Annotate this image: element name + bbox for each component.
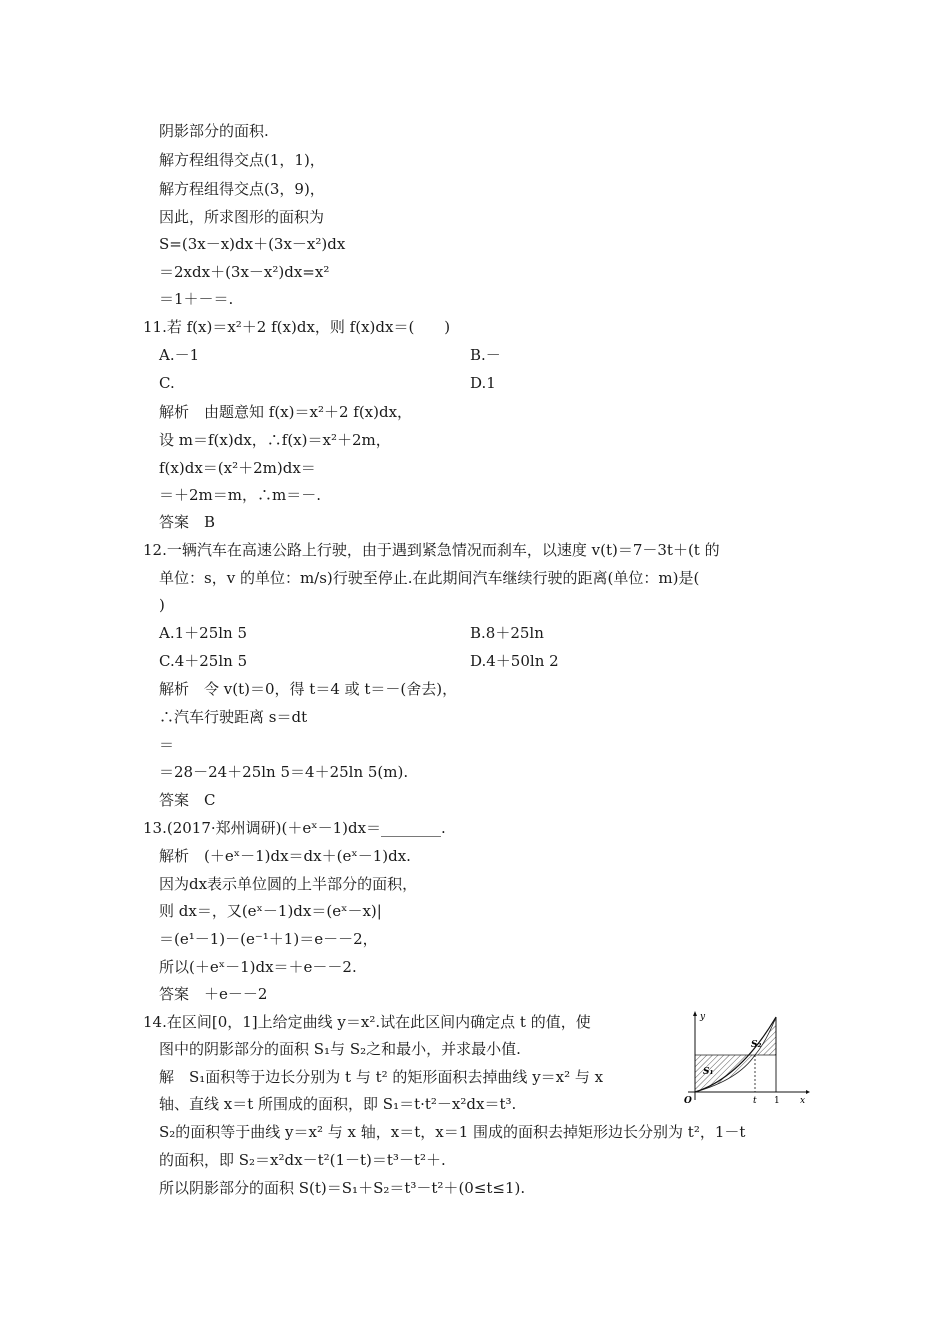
text-line: ＝＋2m＝m，∴m＝－. <box>159 486 321 504</box>
text-line: 设 m＝f(x)dx，∴f(x)＝x²＋2m， <box>159 431 391 449</box>
x-axis-label: x <box>800 1096 806 1106</box>
text-line: 则 dx＝，又(eˣ－1)dx＝(eˣ－x)| <box>159 902 382 920</box>
x-axis-arrow <box>806 1090 810 1094</box>
text-line: ∴汽车行驶距离 s＝dt <box>159 708 308 726</box>
analysis-line: 解析 (＋eˣ－1)dx＝dx＋(eˣ－1)dx. <box>159 847 411 865</box>
text-line: ＝(e¹－1)－(e⁻¹＋1)＝e－－2， <box>159 930 378 948</box>
y-axis-arrow <box>693 1011 697 1016</box>
question-13: 13.(2017·郑州调研)(＋eˣ－1)dx＝________. <box>143 819 446 837</box>
s2-label: S₂ <box>751 1040 762 1050</box>
area-figure <box>678 1010 813 1110</box>
text-line: 阴影部分的面积. <box>159 122 269 140</box>
t-label: t <box>753 1096 757 1106</box>
option-a: A.－1 <box>159 346 200 364</box>
text-line: ＝1＋－＝. <box>159 290 234 308</box>
text-line: ＝ <box>159 736 175 754</box>
question-11: 11.若 f(x)＝x²＋2 f(x)dx，则 f(x)dx＝( ) <box>143 318 451 336</box>
text-line: 的面积，即 S₂＝x²dx－t²(1－t)＝t³－t²＋. <box>159 1151 446 1169</box>
question-12: 12.一辆汽车在高速公路上行驶，由于遇到紧急情况而刹车，以速度 v(t)＝7－3t＋(t 的 <box>143 541 720 559</box>
y-axis-label: y <box>700 1012 706 1022</box>
option-a: A.1＋25ln 5 <box>159 624 248 642</box>
text-line: 所以(＋eˣ－1)dx＝＋e－－2. <box>159 958 357 976</box>
option-d: D.1 <box>470 374 496 392</box>
answer-line: 答案 B <box>159 513 216 531</box>
text-line: 单位：s，v 的单位：m/s)行驶至停止.在此期间汽车继续行驶的距离(单位：m)是( <box>159 569 700 587</box>
answer-line: 答案 C <box>159 791 216 809</box>
text-line: ＝2xdx＋(3x－x²)dx=x² <box>159 263 330 281</box>
option-d: D.4＋50ln 2 <box>470 652 559 670</box>
text-line: 所以阴影部分的面积 S(t)＝S₁＋S₂＝t³－t²＋(0≤t≤1). <box>159 1179 526 1197</box>
text-line: ) <box>159 596 165 614</box>
option-b: B.8＋25ln <box>470 624 544 642</box>
text-line: f(x)dx＝(x²＋2m)dx＝ <box>159 459 316 477</box>
solution-line: 解 S₁面积等于边长分别为 t 与 t² 的矩形面积去掉曲线 y＝x² 与 x <box>159 1068 604 1086</box>
text-line: S₂的面积等于曲线 y＝x² 与 x 轴，x＝t，x＝1 围成的面积去掉矩形边长分别为 t²，1－t <box>159 1123 746 1141</box>
text-line: 解方程组得交点(1，1)， <box>159 151 325 169</box>
text-line: 轴、直线 x＝t 所围成的面积，即 S₁＝t·t²－x²dx＝t³. <box>159 1095 517 1113</box>
option-c: C. <box>159 374 175 392</box>
origin-label: O <box>684 1096 692 1106</box>
text-line: 因为dx表示单位圆的上半部分的面积， <box>159 875 418 893</box>
text-line: 解方程组得交点(3，9)， <box>159 180 325 198</box>
question-14: 14.在区间[0，1]上给定曲线 y＝x².试在此区间内确定点 t 的值，使 <box>143 1013 591 1031</box>
one-label: 1 <box>774 1096 780 1106</box>
analysis-line: 解析 由题意知 f(x)＝x²＋2 f(x)dx， <box>159 403 413 421</box>
text-line: ＝28－24＋25ln 5＝4＋25ln 5(m). <box>159 763 409 781</box>
analysis-line: 解析 令 v(t)＝0，得 t＝4 或 t＝－(舍去)， <box>159 680 458 698</box>
option-c: C.4＋25ln 5 <box>159 652 248 670</box>
text-line: 因此，所求图形的面积为 <box>159 208 325 226</box>
text-line: 图中的阴影部分的面积 S₁与 S₂之和最小，并求最小值. <box>159 1040 521 1058</box>
answer-line: 答案 ＋e－－2 <box>159 985 268 1003</box>
area-figure-svg <box>678 1010 813 1110</box>
text-line: S=(3x－x)dx＋(3x－x²)dx <box>159 235 346 253</box>
option-b: B.－ <box>470 346 501 364</box>
s1-label: S₁ <box>703 1067 714 1077</box>
